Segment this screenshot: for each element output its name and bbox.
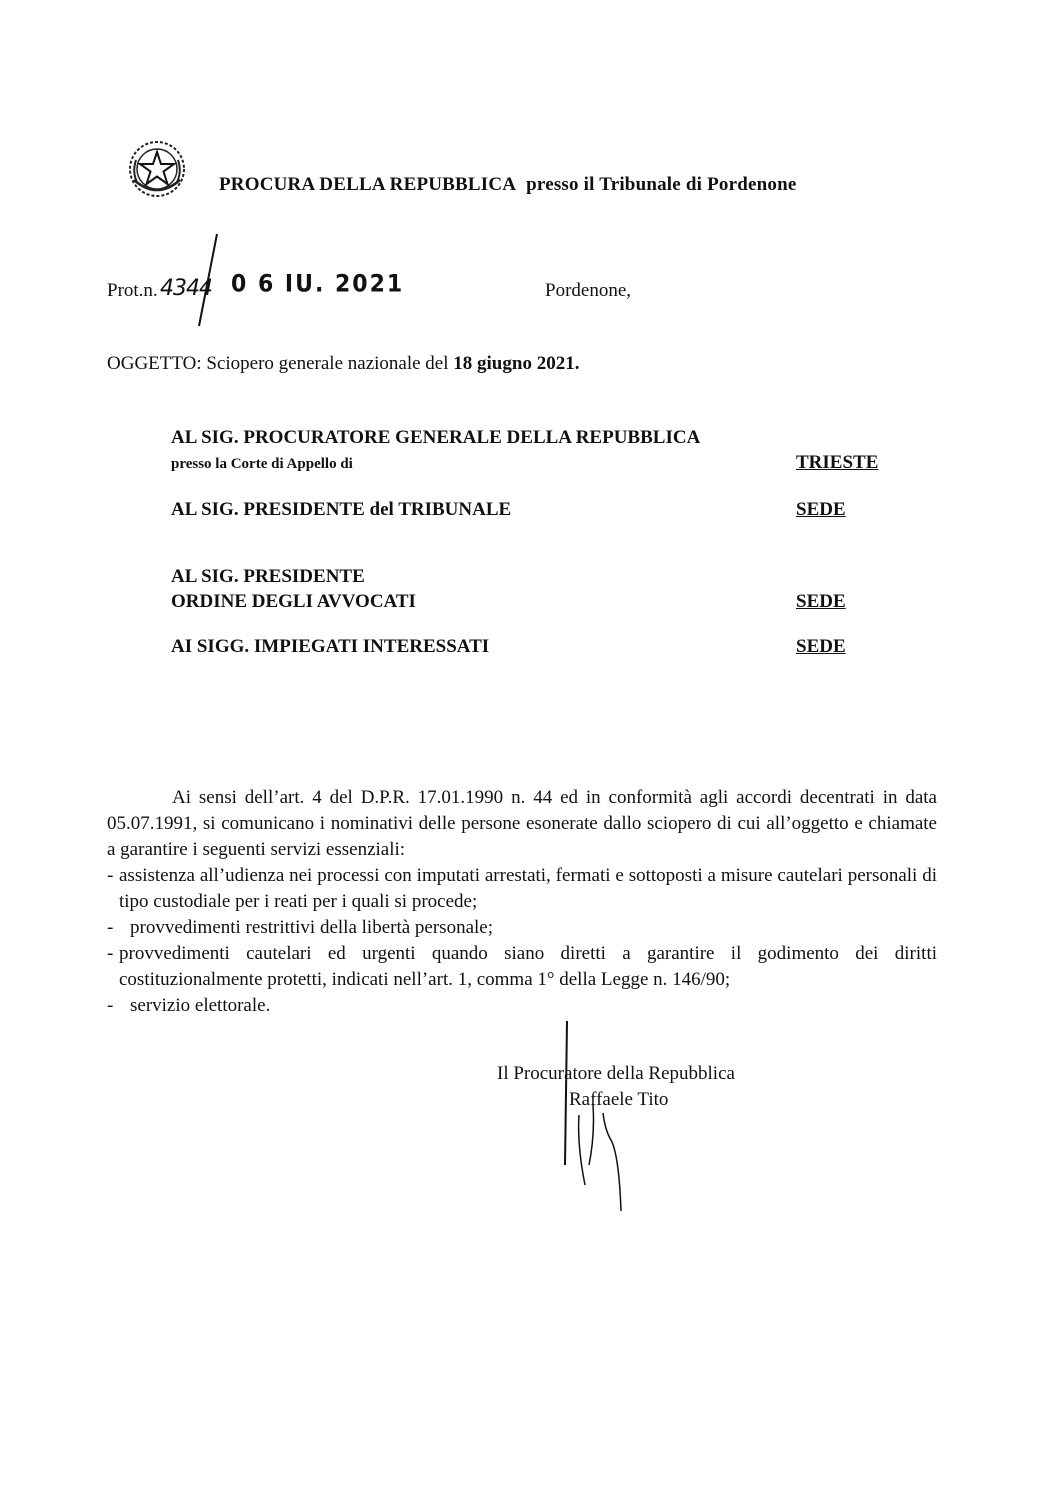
signatory-title: Il Procuratore della Repubblica [497, 1063, 735, 1084]
recipient-2-destination: SEDE [796, 499, 846, 520]
bullet-dash: - [107, 995, 114, 1016]
recipient-1-line1: AL SIG. PROCURATORE GENERALE DELLA REPUBBLICA [171, 427, 701, 448]
document-header [219, 174, 796, 196]
recipient-3-destination: SEDE [796, 591, 846, 612]
protocol-slash-mark [185, 232, 235, 328]
protocol-number: 4344 [160, 276, 212, 301]
italian-republic-emblem-icon [128, 140, 186, 198]
date-stamp: 0 6 IU. 2021 [231, 270, 405, 299]
place-date: Pordenone, [545, 280, 632, 301]
list-item-text: assistenza all’udienza nei processi con imputati arrestati, fermati e sottoposti a misure cautelari personali di tipo custodiale per i reati per i quali si procede; [119, 865, 937, 912]
list-item [107, 863, 937, 915]
recipient-1-line2: presso la Corte di Appello di [171, 456, 353, 472]
list-item [107, 993, 937, 1019]
subject-line [107, 353, 579, 375]
bullet-dash: - [107, 943, 114, 964]
protocol-label: Prot.n. [107, 280, 158, 301]
intro-paragraph: Ai sensi dell’art. 4 del D.P.R. 17.01.1990 n. 44 ed in conformità agli accordi decentrati in data 05.07.1991, si comunicano i nominativi delle persone esonerate dallo sciopero di cui all’oggetto e chiamate a garantire i seguenti servizi essenziali: [107, 787, 937, 860]
handwritten-signature [545, 1015, 635, 1215]
protocol-line [107, 266, 407, 316]
subject-prefix: OGGETTO: Sciopero generale nazionale del [107, 353, 449, 374]
office-location: presso il Tribunale di Pordenone [526, 174, 797, 195]
bullet-dash: - [107, 865, 114, 886]
recipient-4-destination: SEDE [796, 636, 846, 657]
subject-date: 18 giugno 2021. [453, 353, 580, 374]
list-item-text: servizio elettorale. [130, 995, 271, 1016]
letter-body [107, 785, 937, 1019]
list-item-text: provvedimenti cautelari ed urgenti quando siano diretti a garantire il godimento dei diritti costituzionalmente protetti, indicati nell’art. 1, comma 1° della Legge n. 146/90; [119, 943, 937, 990]
signatory-name: Raffaele Tito [569, 1089, 669, 1110]
list-item [107, 941, 937, 993]
office-name: PROCURA DELLA REPUBBLICA [219, 174, 517, 195]
recipient-1-destination: TRIESTE [796, 452, 879, 473]
list-item [107, 915, 937, 941]
list-item-text: provvedimenti restrittivi della libertà personale; [130, 917, 493, 938]
recipient-2-line1: AL SIG. PRESIDENTE del TRIBUNALE [171, 499, 512, 520]
recipient-3-line1: AL SIG. PRESIDENTE [171, 566, 365, 587]
bullet-dash: - [107, 917, 114, 938]
recipient-4-line1: AI SIGG. IMPIEGATI INTERESSATI [171, 636, 490, 657]
recipient-3-line2: ORDINE DEGLI AVVOCATI [171, 591, 416, 612]
